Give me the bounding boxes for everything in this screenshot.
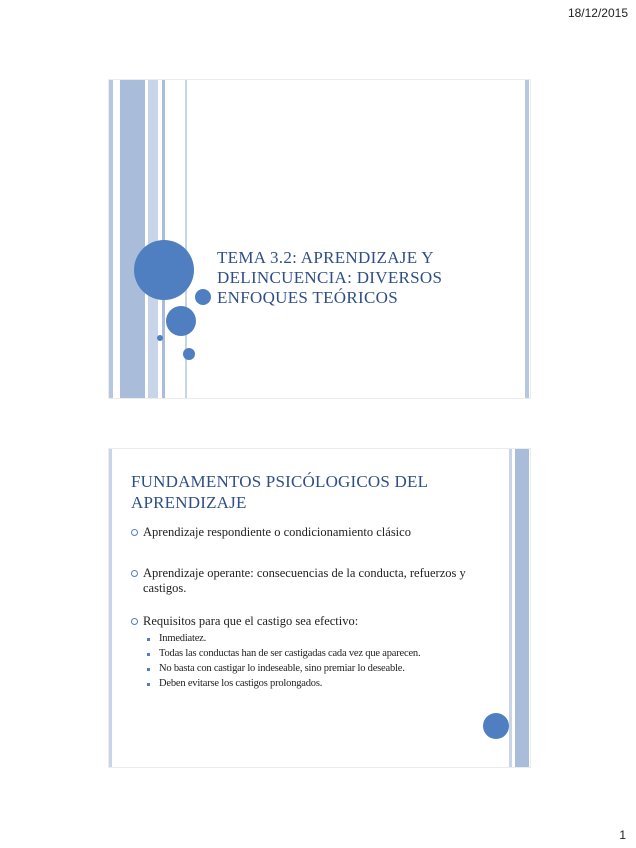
square-bullet-icon: [147, 653, 150, 656]
square-bullet-icon: [147, 683, 150, 686]
square-bullet-icon: [147, 638, 150, 641]
circle-bullet-icon: [131, 570, 138, 577]
slide-thumbnail-1: [109, 80, 530, 398]
decorative-circle: [195, 289, 211, 305]
sub-bullet-text: Todas las conductas han de ser castigadas cada vez que aparecen.: [159, 648, 421, 659]
sub-list-item: [147, 648, 481, 660]
decorative-stripe: [148, 80, 158, 398]
list-item: [131, 614, 481, 690]
decorative-circle: [483, 713, 509, 739]
decorative-circle: [183, 348, 195, 360]
decorative-stripe: [120, 80, 145, 398]
decorative-stripe: [162, 80, 165, 398]
header-date: 18/12/2015: [567, 6, 628, 20]
sub-bullet-list: [147, 633, 481, 690]
decorative-stripe: [509, 449, 512, 767]
decorative-stripe: [525, 80, 529, 398]
sub-list-item: [147, 633, 481, 645]
decorative-circle: [134, 240, 194, 300]
slide-title: FUNDAMENTOS PSICÓLOGICOS DEL APRENDIZAJE: [131, 472, 428, 512]
circle-bullet-icon: [131, 529, 138, 536]
decorative-stripe: [109, 449, 112, 767]
square-bullet-icon: [147, 668, 150, 671]
decorative-circle: [166, 306, 196, 336]
decorative-circle: [157, 335, 163, 341]
bullet-text: Requisitos para que el castigo sea efectivo:: [143, 614, 359, 628]
decorative-stripe: [109, 80, 113, 398]
sub-list-item: [147, 678, 481, 690]
slide-thumbnail-2: [109, 449, 530, 767]
sub-bullet-text: Deben evitarse los castigos prolongados.: [159, 678, 323, 689]
list-item: [131, 566, 481, 596]
sub-list-item: [147, 663, 481, 675]
sub-bullet-text: No basta con castigar lo indeseable, sino premiar lo deseable.: [159, 663, 405, 674]
list-item: [131, 525, 481, 540]
bullet-text: Aprendizaje respondiente o condicionamiento clásico: [143, 525, 411, 539]
slide-title: TEMA 3.2: APRENDIZAJE Y DELINCUENCIA: DIVERSOS ENFOQUES TEÓRICOS: [217, 248, 443, 307]
sub-bullet-text: Inmediatez.: [159, 633, 207, 644]
circle-bullet-icon: [131, 618, 138, 625]
bullet-text: Aprendizaje operante: consecuencias de la conducta, refuerzos y castigos.: [143, 566, 466, 595]
bullet-list: [131, 525, 481, 693]
page-number: 1: [619, 828, 626, 842]
decorative-stripe: [515, 449, 529, 767]
